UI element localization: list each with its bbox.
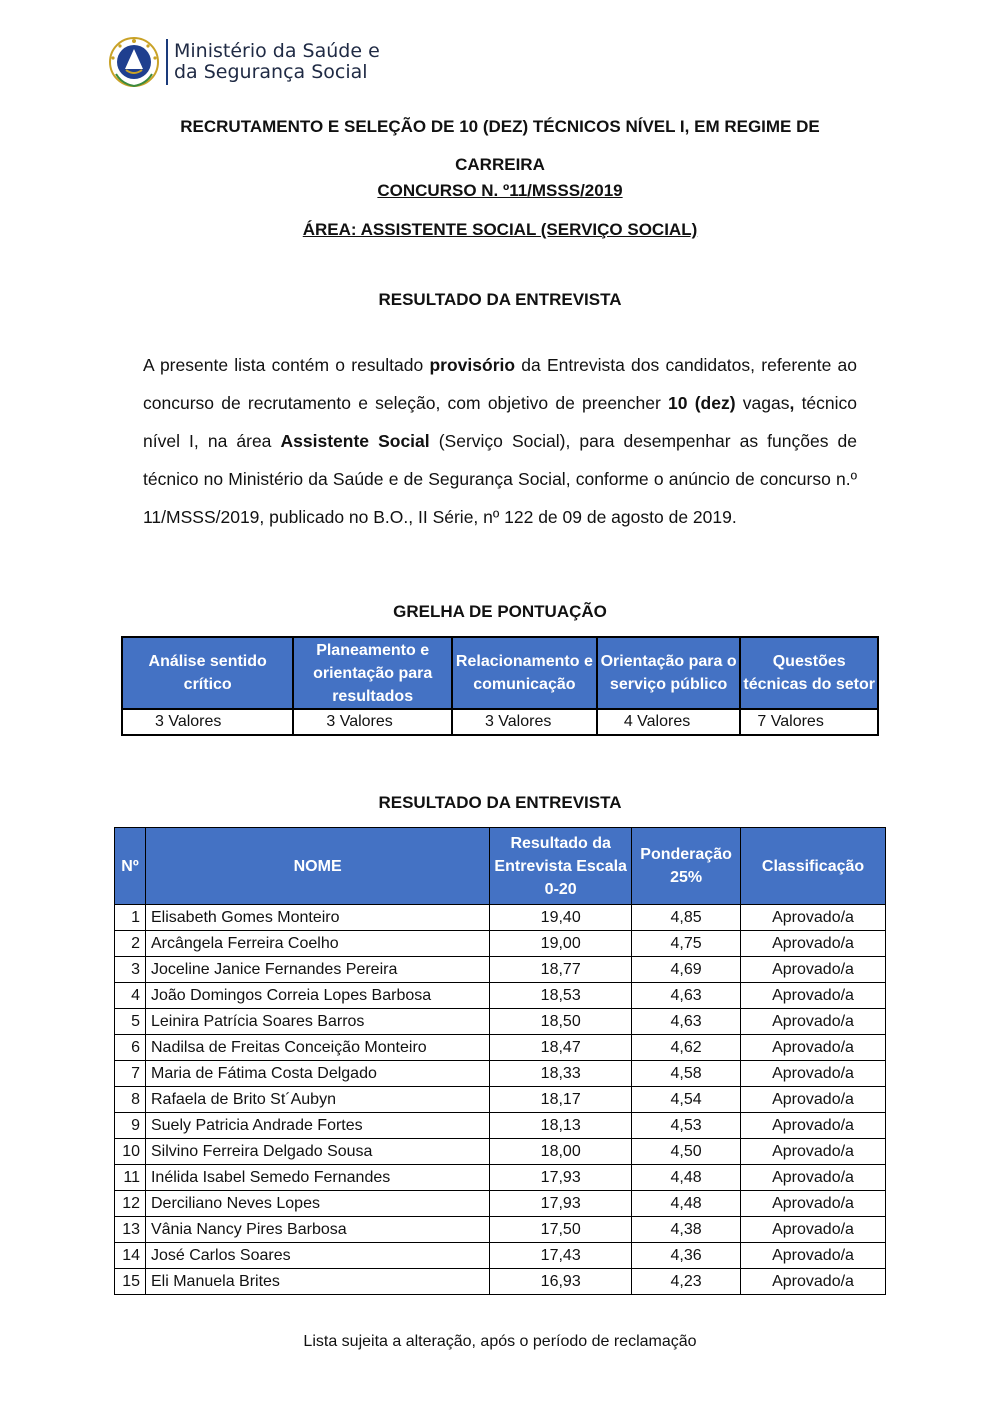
intro-paragraph: [143, 346, 857, 536]
grelha-value-cell: 3 Valores: [293, 709, 452, 735]
weighted-score: 4,54: [632, 1087, 741, 1113]
interview-score: 17,43: [490, 1243, 632, 1269]
weighted-score: 4,23: [632, 1269, 741, 1295]
candidate-name: Derciliano Neves Lopes: [145, 1191, 489, 1217]
weighted-score: 4,53: [632, 1113, 741, 1139]
weighted-score: 4,75: [632, 931, 741, 957]
weighted-score: 4,85: [632, 905, 741, 931]
candidate-name: Joceline Janice Fernandes Pereira: [145, 957, 489, 983]
classification: Aprovado/a: [741, 1009, 886, 1035]
row-number: 13: [115, 1217, 146, 1243]
interview-score: 17,93: [490, 1191, 632, 1217]
table-row: [115, 1217, 886, 1243]
grelha-value-row: [122, 709, 878, 735]
table-row: [115, 1191, 886, 1217]
row-number: 15: [115, 1269, 146, 1295]
table-row: [115, 1087, 886, 1113]
table-row: [115, 983, 886, 1009]
classification: Aprovado/a: [741, 1243, 886, 1269]
footer-note: Lista sujeita a alteração, após o período de reclamação: [303, 1333, 697, 1350]
table-row: [115, 1009, 886, 1035]
interview-score: 18,33: [490, 1061, 632, 1087]
row-number: 2: [115, 931, 146, 957]
para-text-1: A presente lista contém o resultado: [143, 355, 430, 375]
area-title: ÁREA: ASSISTENTE SOCIAL (SERVIÇO SOCIAL): [302, 220, 698, 239]
weighted-score: 4,69: [632, 957, 741, 983]
table-row: [115, 1113, 886, 1139]
grelha-header-cell: Planeamento e orientação para resultados: [293, 637, 452, 709]
weighted-score: 4,63: [632, 1009, 741, 1035]
interview-score: 18,17: [490, 1087, 632, 1113]
grelha-title: GRELHA DE PONTUAÇÃO: [393, 602, 607, 621]
classification: Aprovado/a: [741, 1217, 886, 1243]
table-row: [115, 1269, 886, 1295]
concurso-number: CONCURSO N. º11/MSSS/2019: [377, 181, 623, 200]
interview-score: 17,93: [490, 1165, 632, 1191]
row-number: 8: [115, 1087, 146, 1113]
para-bold-provisorio: provisório: [429, 355, 516, 375]
ministry-name-line1: Ministério da Saúde e: [174, 40, 380, 62]
row-number: 7: [115, 1061, 146, 1087]
grelha-header-cell: Análise sentido crítico: [122, 637, 293, 709]
para-text-5: (Serviço Social), para desempenhar as funções de técnico no Ministério da Saúde e de Segurança Social, conforme o anúncio de concurso n.º 11/MSSS/2019, publicado no B.O., II Série, nº 122 de 09 de agosto de 2019.: [143, 431, 857, 527]
header-score: Resultado da Entrevista Escala 0-20: [490, 828, 632, 905]
interview-score: 19,00: [490, 931, 632, 957]
para-bold-comma: ,: [789, 393, 795, 413]
classification: Aprovado/a: [741, 1087, 886, 1113]
candidate-name: Inélida Isabel Semedo Fernandes: [145, 1165, 489, 1191]
weighted-score: 4,36: [632, 1243, 741, 1269]
table-row: [115, 905, 886, 931]
results-table: [114, 827, 886, 1295]
interview-score: 18,13: [490, 1113, 632, 1139]
grelha-value-cell: 4 Valores: [597, 709, 741, 735]
candidate-name: José Carlos Soares: [145, 1243, 489, 1269]
row-number: 3: [115, 957, 146, 983]
section-title-interview: RESULTADO DA ENTREVISTA: [378, 290, 622, 309]
ministry-name: [174, 41, 380, 83]
grelha-header-row: [122, 637, 878, 709]
grelha-value-cell: 7 Valores: [740, 709, 878, 735]
row-number: 4: [115, 983, 146, 1009]
interview-score: 17,50: [490, 1217, 632, 1243]
table-row: [115, 931, 886, 957]
row-number: 5: [115, 1009, 146, 1035]
header-classification: Classificação: [741, 828, 886, 905]
para-bold-area: Assistente Social: [280, 431, 430, 451]
classification: Aprovado/a: [741, 1165, 886, 1191]
results-header-row: [115, 828, 886, 905]
interview-score: 16,93: [490, 1269, 632, 1295]
table-row: [115, 1061, 886, 1087]
header-weight: Ponderação 25%: [632, 828, 741, 905]
candidate-name: Suely Patricia Andrade Fortes: [145, 1113, 489, 1139]
classification: Aprovado/a: [741, 1061, 886, 1087]
classification: Aprovado/a: [741, 1035, 886, 1061]
header-num: Nº: [115, 828, 146, 905]
grelha-value-cell: 3 Valores: [452, 709, 597, 735]
classification: Aprovado/a: [741, 931, 886, 957]
weighted-score: 4,38: [632, 1217, 741, 1243]
interview-score: 18,77: [490, 957, 632, 983]
weighted-score: 4,63: [632, 983, 741, 1009]
row-number: 10: [115, 1139, 146, 1165]
table-row: [115, 1243, 886, 1269]
classification: Aprovado/a: [741, 1269, 886, 1295]
candidate-name: Vânia Nancy Pires Barbosa: [145, 1217, 489, 1243]
interview-score: 18,47: [490, 1035, 632, 1061]
row-number: 11: [115, 1165, 146, 1191]
logo-divider: [166, 39, 168, 85]
weighted-score: 4,58: [632, 1061, 741, 1087]
grelha-header-cell: Orientação para o serviço público: [597, 637, 741, 709]
classification: Aprovado/a: [741, 1139, 886, 1165]
header-name: NOME: [145, 828, 489, 905]
interview-score: 19,40: [490, 905, 632, 931]
weighted-score: 4,48: [632, 1165, 741, 1191]
ministry-logo: [108, 36, 380, 88]
interview-score: 18,00: [490, 1139, 632, 1165]
candidate-name: João Domingos Correia Lopes Barbosa: [145, 983, 489, 1009]
ministry-name-line2: da Segurança Social: [174, 61, 368, 83]
para-text-2: da Entrevista dos candidatos, referente ao concurso de recrutamento e seleção, com objetivo de preencher: [143, 355, 857, 413]
para-bold-vagas-count: 10 (dez): [668, 393, 736, 413]
main-title: [100, 108, 900, 184]
interview-score: 18,53: [490, 983, 632, 1009]
weighted-score: 4,48: [632, 1191, 741, 1217]
row-number: 14: [115, 1243, 146, 1269]
candidate-name: Maria de Fátima Costa Delgado: [145, 1061, 489, 1087]
grelha-table: [121, 636, 879, 736]
main-title-line2: CARREIRA: [455, 155, 545, 174]
weighted-score: 4,50: [632, 1139, 741, 1165]
table-row: [115, 1165, 886, 1191]
table-row: [115, 1139, 886, 1165]
row-number: 12: [115, 1191, 146, 1217]
grelha-header-cell: Relacionamento e comunicação: [452, 637, 597, 709]
weighted-score: 4,62: [632, 1035, 741, 1061]
para-text-4: técnico nível I, na área: [143, 393, 858, 451]
row-number: 6: [115, 1035, 146, 1061]
grelha-header-cell: Questões técnicas do setor: [740, 637, 878, 709]
classification: Aprovado/a: [741, 905, 886, 931]
grelha-value-cell: 3 Valores: [122, 709, 293, 735]
candidate-name: Nadilsa de Freitas Conceição Monteiro: [145, 1035, 489, 1061]
candidate-name: Rafaela de Brito St´Aubyn: [145, 1087, 489, 1113]
classification: Aprovado/a: [741, 983, 886, 1009]
candidate-name: Silvino Ferreira Delgado Sousa: [145, 1139, 489, 1165]
coat-of-arms-icon: [108, 36, 160, 88]
candidate-name: Leinira Patrícia Soares Barros: [145, 1009, 489, 1035]
row-number: 1: [115, 905, 146, 931]
results-title: RESULTADO DA ENTREVISTA: [378, 793, 622, 812]
table-row: [115, 957, 886, 983]
candidate-name: Arcângela Ferreira Coelho: [145, 931, 489, 957]
classification: Aprovado/a: [741, 957, 886, 983]
main-title-line1: RECRUTAMENTO E SELEÇÃO DE 10 (DEZ) TÉCNICOS NÍVEL I, EM REGIME DE: [180, 117, 820, 136]
classification: Aprovado/a: [741, 1191, 886, 1217]
candidate-name: Eli Manuela Brites: [145, 1269, 489, 1295]
row-number: 9: [115, 1113, 146, 1139]
candidate-name: Elisabeth Gomes Monteiro: [145, 905, 489, 931]
interview-score: 18,50: [490, 1009, 632, 1035]
classification: Aprovado/a: [741, 1113, 886, 1139]
para-text-3: vagas: [735, 393, 790, 413]
table-row: [115, 1035, 886, 1061]
